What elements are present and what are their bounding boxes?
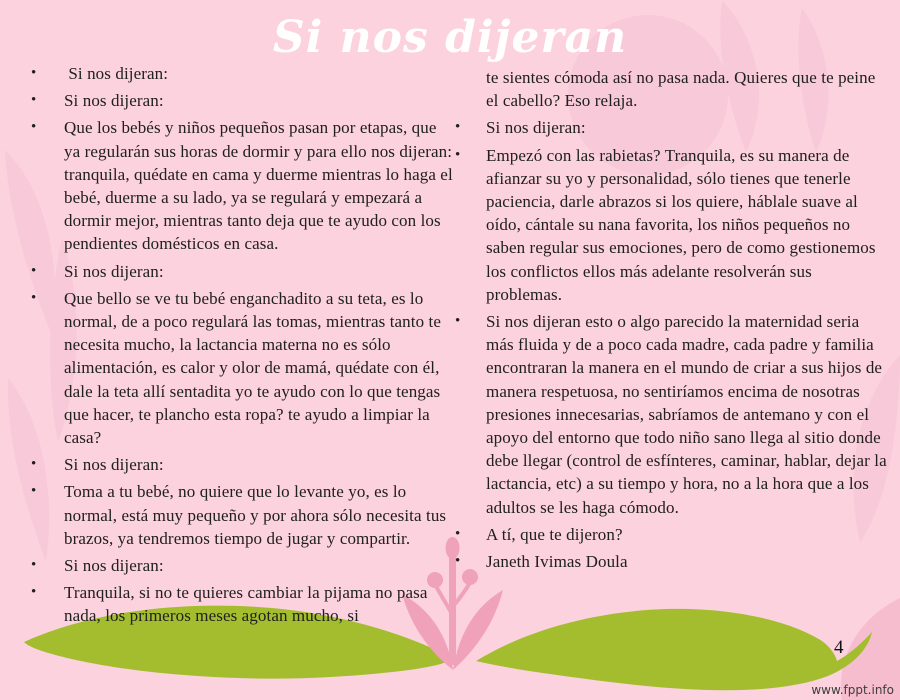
page-number: 4 xyxy=(834,637,844,658)
bullet-icon: • xyxy=(31,119,37,136)
list-item-text: A tí, que te dijeron? xyxy=(486,524,623,544)
bullet-icon: • xyxy=(455,553,461,570)
bullet-icon: • xyxy=(455,525,461,542)
bullet-icon: • xyxy=(31,557,37,574)
list-item xyxy=(20,554,456,577)
bullet-icon: • xyxy=(455,146,461,163)
list-item-text: Toma a tu bebé, no quiere que lo levante yo, es lo normal, está muy pequeño y por ahora sólo necesita tus brazos, ya tendremos tiempo de jugar y compartir. xyxy=(64,482,447,548)
list-item-text: te sientes cómoda así no pasa nada. Quieres que te peine el cabello? Eso relaja. xyxy=(486,68,876,111)
list-item xyxy=(450,550,888,573)
footer-watermark: www.fppt.info xyxy=(811,683,894,697)
list-item xyxy=(450,66,888,112)
bullet-icon: • xyxy=(31,483,37,500)
bullet-icon: • xyxy=(455,119,461,136)
list-item-text: Si nos dijeran: xyxy=(64,261,164,281)
list-item xyxy=(450,144,888,306)
bullet-icon: • xyxy=(31,262,37,279)
right-text-column xyxy=(450,66,888,577)
list-item xyxy=(450,310,888,519)
left-text-column xyxy=(20,62,456,632)
bullet-icon: • xyxy=(31,65,37,81)
list-item xyxy=(20,287,456,449)
list-item-text: Si nos dijeran: xyxy=(64,455,164,475)
list-item xyxy=(450,523,888,546)
slide-title: Si nos dijeran xyxy=(272,12,628,63)
list-item xyxy=(20,260,456,283)
list-item xyxy=(20,453,456,476)
list-item xyxy=(20,62,456,85)
list-item-text: Empezó con las rabietas? Tranquila, es su manera de afianzar su yo y personalidad, sólo tienes que tenerle paciencia, darle abrazos si los quiere, háblale suave al oído, cántale su nana favorita, los niños pequeños no saben regular sus emociones, pero de como gestionemos los conflictos ellos más adelante resolverán sus problemas. xyxy=(486,145,876,304)
bullet-icon: • xyxy=(31,584,37,601)
list-item xyxy=(20,89,456,112)
green-wave-right xyxy=(476,609,872,690)
list-item-text: Si nos dijeran esto o algo parecido la maternidad seria más fluida y de a poco cada madre, cada padre y familia encontraran la manera en el mundo de criar a sus hijos de manera respetuosa, no sentiríamos encima de nosotras presiones innecesarias, sabríamos de antemano y con el apoyo del entorno que todo niño sano llega al sitio donde debe llegar (control de esfínteres, caminar, hablar, dejar la lactancia, etc) a su tiempo y hora, no a la hora que a los adultos se les haga cómodo. xyxy=(486,312,887,517)
bullet-icon: • xyxy=(455,313,461,330)
list-item-text: Janeth Ivimas Doula xyxy=(486,552,628,572)
list-item xyxy=(20,480,456,550)
list-item-text: Que bello se ve tu bebé enganchadito a su teta, es lo normal, de a poco regulará las tomas, mientras tanto te necesita mucho, la lactancia materna no es sólo alimentación, es calor y olor de mamá, quédate con él, dale la teta allí sentadita yo te ayudo con lo que tengas que hacer, te plancho esta ropa? te ayudo a limpiar la casa? xyxy=(64,288,442,448)
bullet-icon: • xyxy=(31,289,37,306)
list-item-text: Si nos dijeran: xyxy=(64,91,164,111)
bullet-icon: • xyxy=(31,92,37,109)
list-item-text: Que los bebés y niños pequeños pasan por etapas, que ya regularán sus horas de dormir y para ello nos dijeran: tranquila, quédate en cama y duerme mientras lo haga el bebé, duerme a su lado, ya se regulará y empezará a dormir mejor, mientras tanto deja que te ayudo con los pendientes domésticos en casa. xyxy=(64,118,453,254)
list-item-text: Tranquila, si no te quieres cambiar la pijama no pasa nada, los primeros meses agotan mucho, si xyxy=(64,583,428,626)
bullet-icon: • xyxy=(31,456,37,473)
list-item-text: Si nos dijeran: xyxy=(64,556,164,576)
list-item xyxy=(20,116,456,255)
list-item-text: Si nos dijeran: xyxy=(64,64,169,83)
list-item xyxy=(20,581,456,627)
list-item xyxy=(450,116,888,139)
list-item-text: Si nos dijeran: xyxy=(486,118,586,138)
